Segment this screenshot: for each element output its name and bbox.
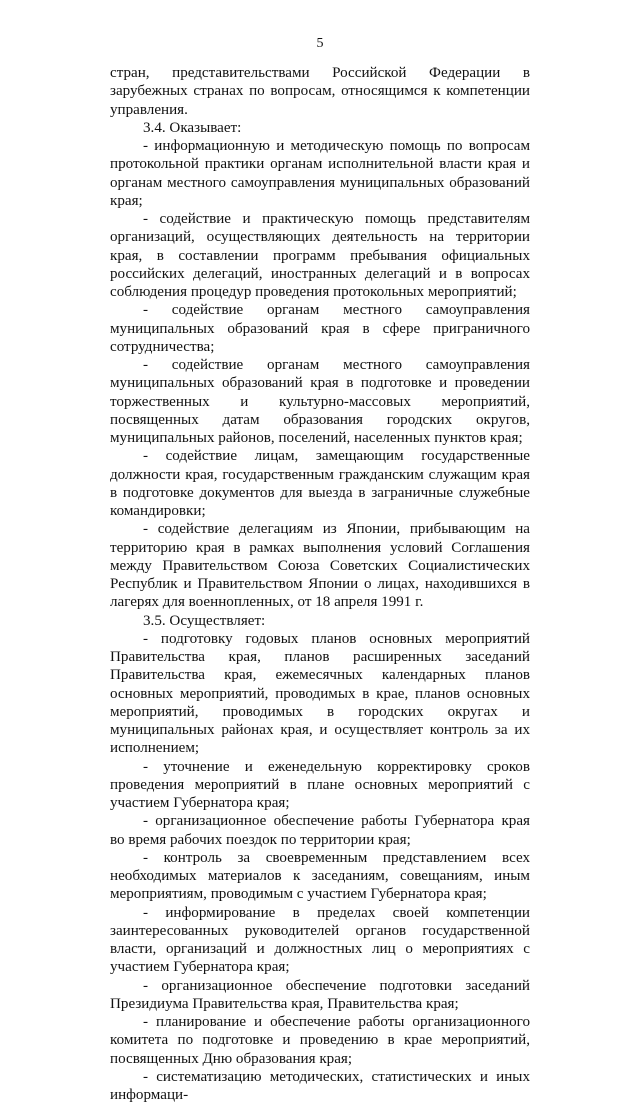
- list-item: - содействие делегациям из Японии, прибывающим на территорию края в рамках выполнения условий Соглашения между Правительством Союза Советских Социалистических Республик и Правительством Японии о лицах, находившихся в лагерях для военнопленных, от 18 апреля 1991 г.: [110, 521, 530, 611]
- page-number: 5: [316, 36, 324, 51]
- list-item: - содействие и практическую помощь представителям организаций, осуществляющих деятельность на территории края, в составлении программ пребывания официальных российских делегаций, иностранных делегаций и в вопросах соблюдения процедур проведения протокольных мероприятий;: [110, 211, 530, 300]
- list-item: - уточнение и еженедельную корректировку сроков проведения мероприятий в плане основных мероприятий с участием Губернатора края;: [110, 758, 530, 811]
- section-heading-3-4: 3.4. Оказывает:: [143, 119, 242, 136]
- section-heading-3-5: 3.5. Осуществляет:: [143, 612, 266, 629]
- document-body: [110, 64, 530, 1104]
- list-item: - содействие органам местного самоуправления муниципальных образований края в подготовке и проведении торжественных и культурно-массовых мероприятий, посвященных датам образования городских округов, муниципальных районов, поселений, населенных пунктов края;: [110, 357, 530, 446]
- list-item: - информационную и методическую помощь по вопросам протокольной практики органам исполнительной власти края и органам местного самоуправления муниципальных образований края;: [110, 138, 530, 209]
- list-item: - организационное обеспечение работы Губернатора края во время рабочих поездок по территории края;: [110, 813, 530, 848]
- list-item: - контроль за своевременным представлением всех необходимых материалов к заседаниям, совещаниям, иным мероприятиям, проводимым с участием Губернатора края;: [110, 849, 530, 903]
- list-item: - подготовку годовых планов основных мероприятий Правительства края, планов расширенных заседаний Правительства края, ежемесячных календарных планов основных мероприятий, проводимых в крае, планов основных мероприятий, проводимых в городских округах и муниципальных районах края, и осуществляет контроль за их исполнением;: [110, 630, 530, 757]
- list-item: - информирование в пределах своей компетенции заинтересованных руководителей органов государственной власти, организаций и должностных лиц о мероприятиях с участием Губернатора края;: [110, 904, 530, 976]
- list-item: - содействие лицам, замещающим государственные должности края, государственным гражданским служащим края в подготовке документов для выезда в заграничные служебные командировки;: [110, 448, 530, 519]
- list-item: - содействие органам местного самоуправления муниципальных образований края в сфере приграничного сотрудничества;: [110, 302, 530, 355]
- paragraph-continuation: стран, представительствами Российской Федерации в зарубежных странах по вопросам, относящимся к компетенции управления.: [110, 65, 530, 118]
- list-item: - планирование и обеспечение работы организационного комитета по подготовке и проведению в крае мероприятий, посвященных Дню образования края;: [110, 1014, 530, 1067]
- list-item: - систематизацию методических, статистических и иных информаци-: [110, 1068, 530, 1103]
- list-item: - организационное обеспечение подготовки заседаний Президиума Правительства края, Правительства края;: [110, 977, 530, 1012]
